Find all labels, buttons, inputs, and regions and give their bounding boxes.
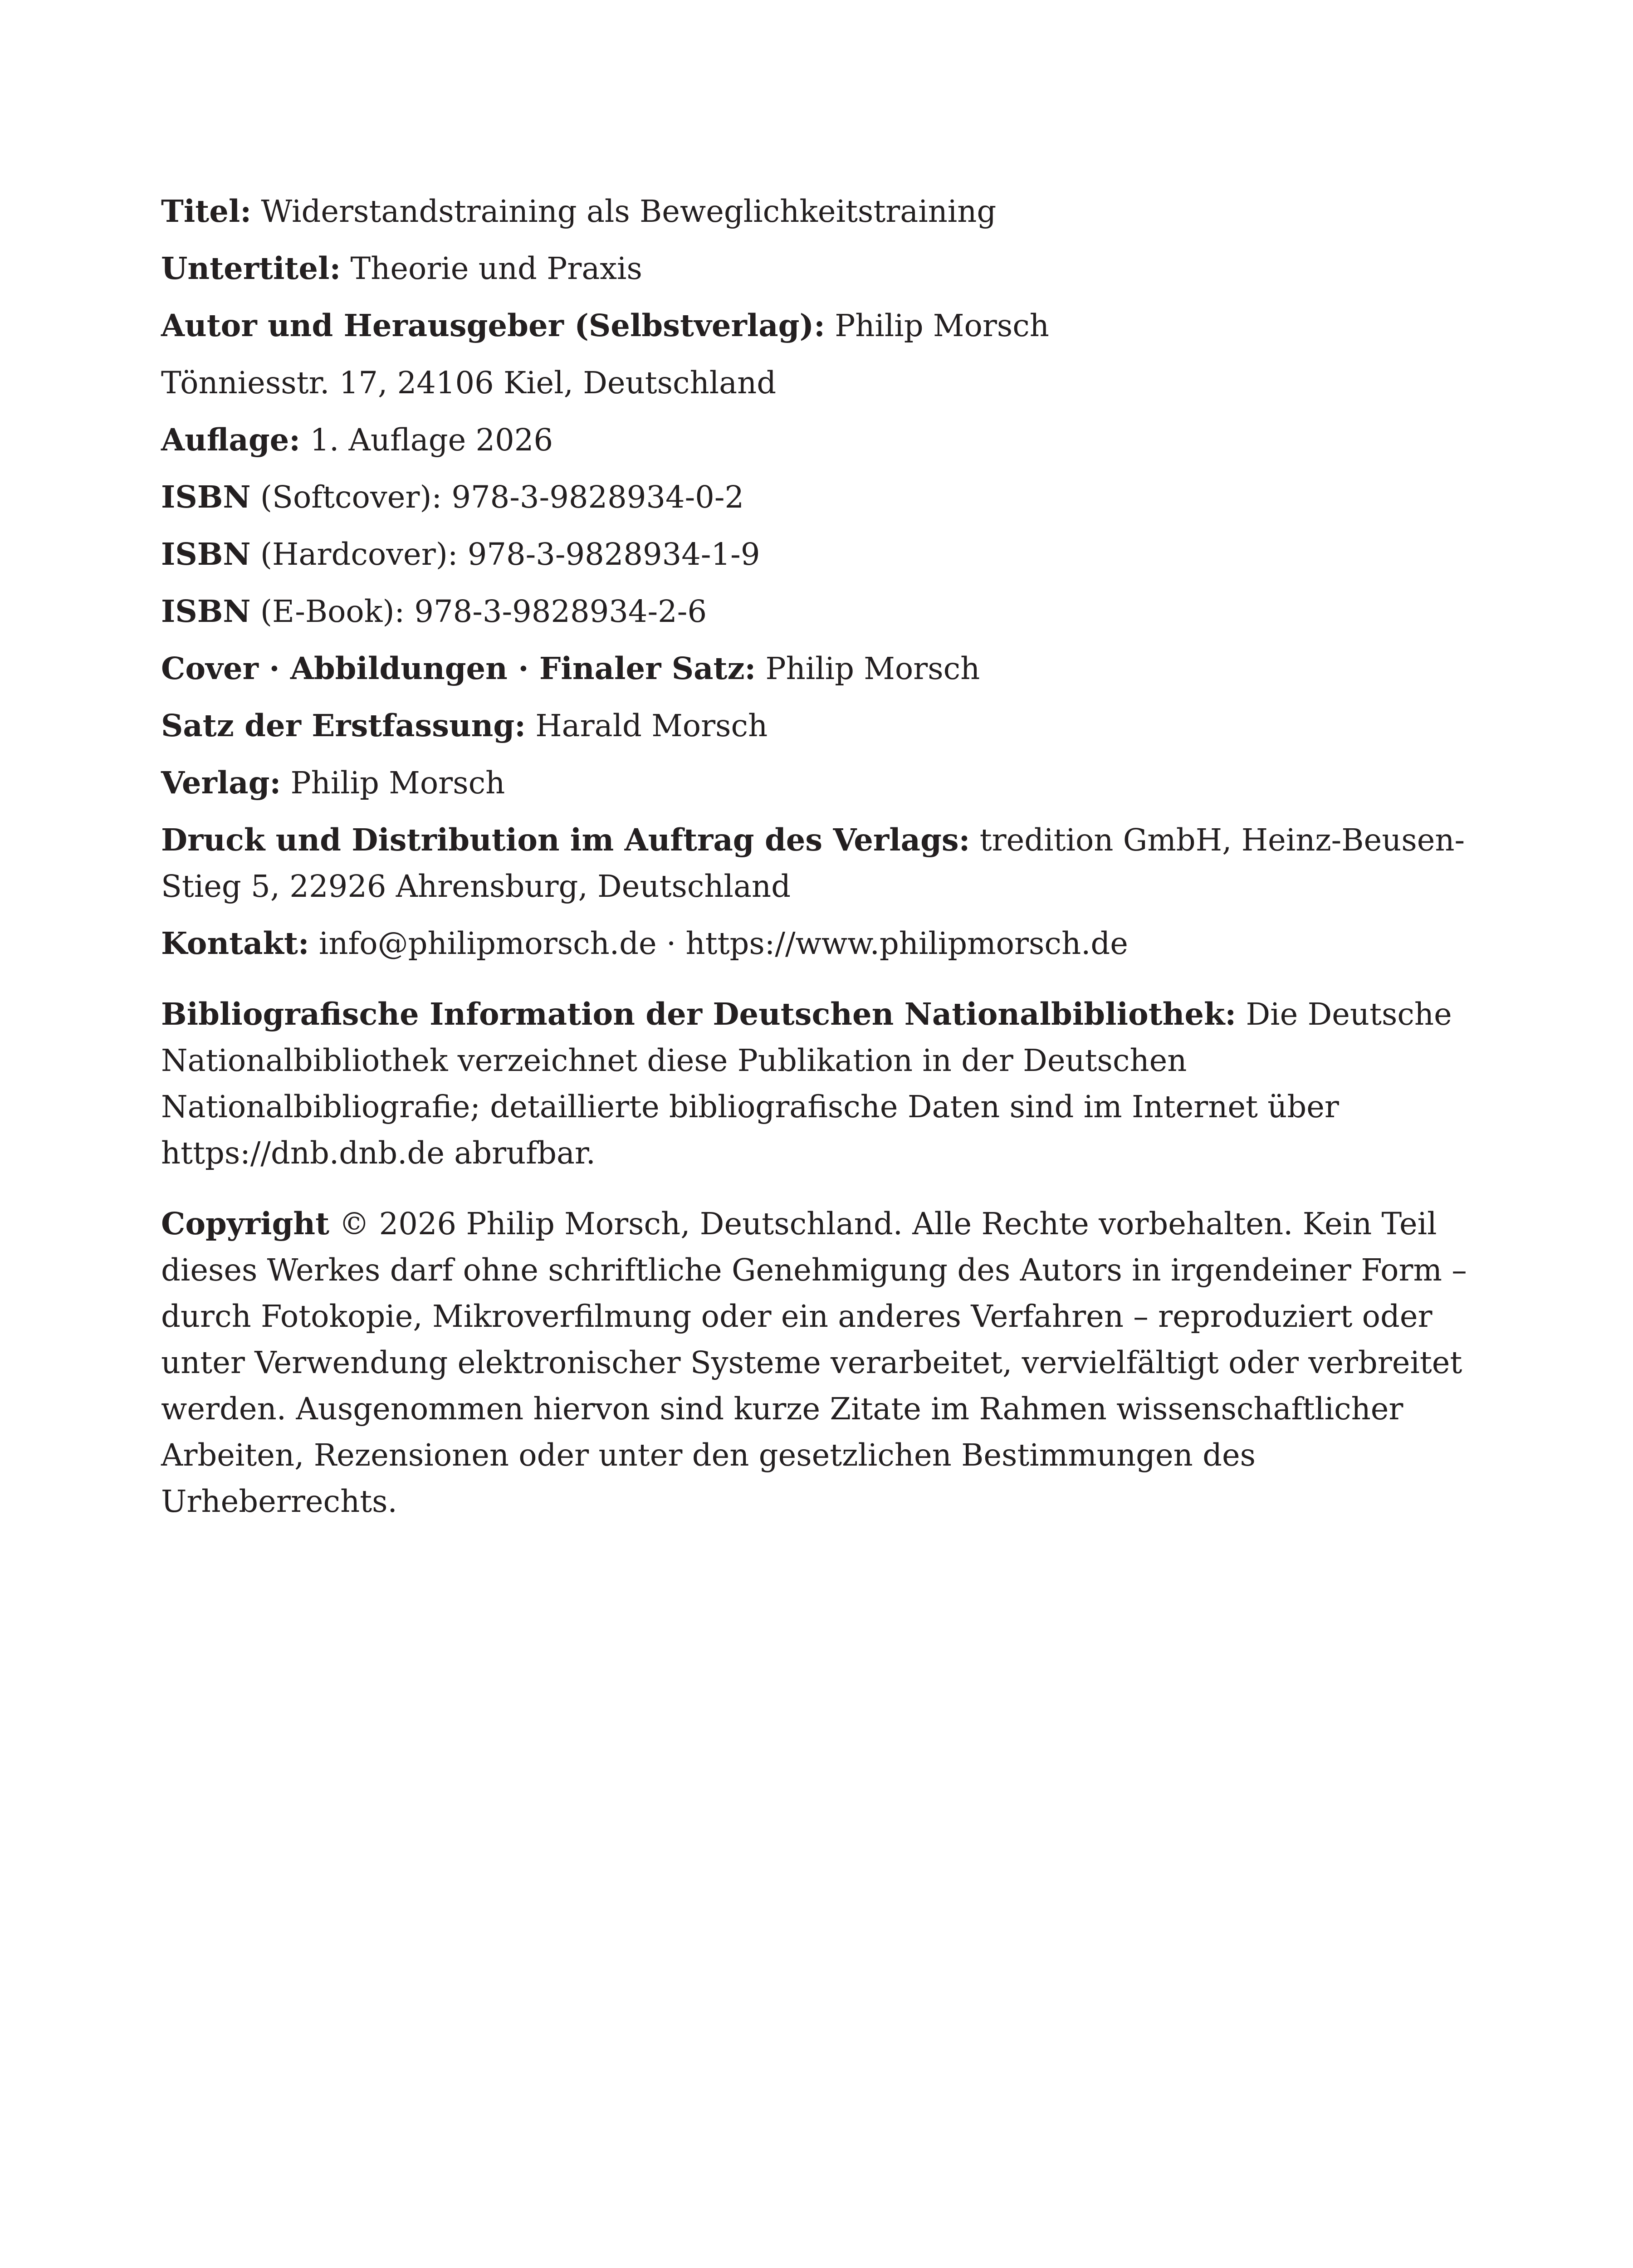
isbn-hardcover-value: (Hardcover): 978-3-9828934-1-9 (250, 537, 760, 572)
bibliography-label: Bibliografische Information der Deutschen Nationalbibliothek: (161, 996, 1237, 1032)
edition-label: Auflage: (161, 422, 301, 458)
imprint-isbn-hardcover-line (161, 531, 1472, 577)
imprint-edition-line (161, 417, 1472, 463)
isbn-hardcover-label: ISBN (161, 536, 251, 572)
isbn-ebook-label: ISBN (161, 593, 251, 629)
author-label: Autor und Herausgeber (Selbstverlag): (161, 308, 825, 343)
subtitle-label: Untertitel: (161, 250, 341, 286)
isbn-softcover-label: ISBN (161, 479, 251, 515)
title-value: Widerstandstraining als Beweglichkeitstraining (251, 194, 997, 229)
cover-value: Philip Morsch (756, 651, 980, 686)
typesetting-value: Harald Morsch (525, 708, 768, 743)
typesetting-label: Satz der Erstfassung: (161, 708, 526, 743)
imprint-contact-line (161, 920, 1472, 967)
imprint-print-line (161, 817, 1472, 909)
print-value: tredition GmbH, Heinz-Beusen-Stieg 5, 22926 Ahrensburg, Deutschland (161, 822, 1465, 904)
publisher-value: Philip Morsch (281, 765, 505, 801)
cover-label: Cover · Abbildungen · Finaler Satz: (161, 650, 756, 686)
copyright-paragraph (161, 1201, 1472, 1525)
address-value: Tönniesstr. 17, 24106 Kiel, Deutschland (161, 365, 777, 401)
publisher-label: Verlag: (161, 765, 281, 801)
isbn-ebook-value: (E-Book): 978-3-9828934-2-6 (250, 594, 707, 629)
imprint-title-line (161, 188, 1472, 235)
imprint-address-line (161, 360, 1472, 406)
imprint-isbn-softcover-line (161, 474, 1472, 520)
imprint-cover-line (161, 645, 1472, 692)
imprint-subtitle-line (161, 245, 1472, 292)
author-value: Philip Morsch (825, 308, 1049, 343)
isbn-softcover-value: (Softcover): 978-3-9828934-0-2 (250, 479, 744, 515)
bibliography-text: Die Deutsche Nationalbibliothek verzeichnet diese Publikation in der Deutschen Nationalbibliografie; detaillierte bibliografische Daten sind im Internet über https://dnb.dnb.de abrufbar. (161, 997, 1452, 1171)
imprint-page (161, 188, 1472, 1525)
copyright-label: Copyright (161, 1206, 330, 1242)
edition-value: 1. Auflage 2026 (300, 422, 553, 458)
imprint-typesetting-line (161, 703, 1472, 749)
contact-label: Kontakt: (161, 925, 309, 961)
title-label: Titel: (161, 193, 252, 229)
copyright-text: © 2026 Philip Morsch, Deutschland. Alle Rechte vorbehalten. Kein Teil dieses Werkes darf ohne schriftliche Genehmigung des Autors in irgendeiner Form – durch Fotokopie, Mikroverfilmung oder ein anderes Verfahren – reproduziert oder unter Verwendung elektronischer Systeme verarbeitet, vervielfältigt oder verbreitet werden. Ausgenommen hiervon sind kurze Zitate im Rahmen wissenschaftlicher Arbeiten, Rezensionen oder unter den gesetzlichen Bestimmungen des Urheberrechts. (161, 1206, 1467, 1519)
imprint-author-line (161, 303, 1472, 349)
bibliography-paragraph (161, 991, 1472, 1176)
print-label: Druck und Distribution im Auftrag des Verlags: (161, 822, 970, 858)
subtitle-value: Theorie und Praxis (341, 251, 642, 286)
imprint-publisher-line (161, 760, 1472, 806)
imprint-isbn-ebook-line (161, 588, 1472, 635)
contact-value: info@philipmorsch.de · https://www.philipmorsch.de (309, 926, 1128, 961)
